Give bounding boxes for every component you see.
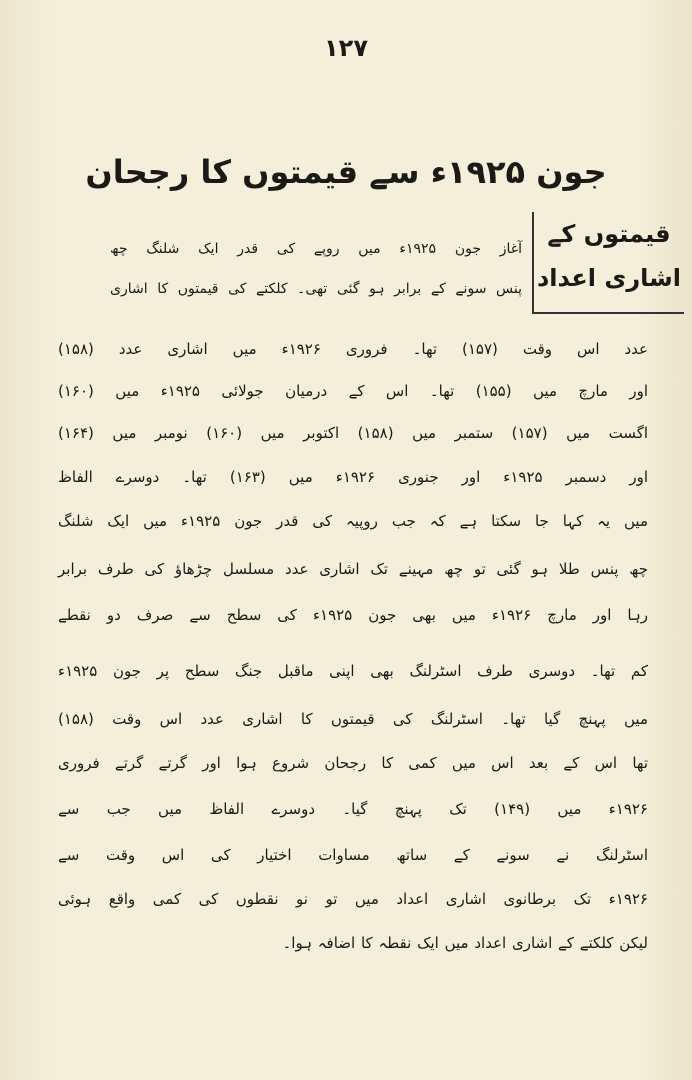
side-heading-line: اشاری اعداد bbox=[536, 264, 682, 292]
text-line: عدد اس وقت (۱۵۷) تھا۔ فروری ۱۹۲۶ء میں اشاری عدد (۱۵۸) bbox=[58, 340, 648, 358]
side-heading-line: قیمتوں کے bbox=[547, 220, 671, 248]
text-line: ۱۹۲۶ء میں (۱۴۹) تک پہنچ گیا۔ دوسرے الفاظ میں جب سے bbox=[58, 800, 648, 818]
page-number: ۱۲۷ bbox=[324, 34, 368, 62]
text-line: اگست میں (۱۵۷) ستمبر میں (۱۵۸) اکتوبر میں (۱۶۰) نومبر میں (۱۶۴) bbox=[58, 424, 649, 442]
side-heading bbox=[532, 212, 684, 314]
text-line: پنس سونے کے برابر ہو گئی تھی۔ کلکتے کی قیمتوں کا اشاری bbox=[110, 281, 522, 297]
page-title: جون ۱۹۲۵ء سے قیمتوں کا رجحان bbox=[85, 153, 607, 191]
text-line: کم تھا۔ دوسری طرف اسٹرلنگ بھی اپنی ماقبل جنگ سطح پر جون ۱۹۲۵ء bbox=[58, 662, 648, 680]
text-line: تھا اس کے بعد اس میں کمی کا رجحان شروع ہوا اور گرتے گرتے فروری bbox=[58, 754, 648, 772]
text-line: میں یہ کہا جا سکتا ہے کہ جب روپیہ کی قدر جون ۱۹۲۵ء میں ایک شلنگ bbox=[58, 512, 648, 530]
text-line: چھ پنس طلا ہو گئی تو چھ مہینے تک اشاری عدد مسلسل چڑھاؤ کی طرف برابر bbox=[58, 560, 648, 578]
text-line: رہا اور مارچ ۱۹۲۶ء میں بھی جون ۱۹۲۵ء کی سطح سے صرف دو نقطے bbox=[58, 606, 649, 624]
text-line: اور دسمبر ۱۹۲۵ء اور جنوری ۱۹۲۶ء میں (۱۶۳) تھا۔ دوسرے الفاظ bbox=[58, 468, 649, 486]
text-line: اسٹرلنگ نے سونے کے ساتھ مساوات اختیار کی اس وقت سے bbox=[58, 846, 648, 864]
text-line: لیکن کلکتے کے اشاری اعداد میں ایک نقطہ کا اضافہ ہوا۔ bbox=[282, 934, 648, 952]
text-line: آغاز جون ۱۹۲۵ء میں روپے کی قدر ایک شلنگ چھ bbox=[110, 241, 522, 257]
text-line: میں پہنچ گیا تھا۔ اسٹرلنگ کی قیمتوں کا اشاری عدد اس وقت (۱۵۸) bbox=[58, 710, 648, 728]
text-line: ۱۹۲۶ء تک برطانوی اشاری اعداد میں تو نو نقطوں کی کمی واقع ہوئی bbox=[58, 890, 648, 908]
text-line: اور مارچ میں (۱۵۵) تھا۔ اس کے درمیان جولائی ۱۹۲۵ء میں (۱۶۰) bbox=[58, 382, 649, 400]
